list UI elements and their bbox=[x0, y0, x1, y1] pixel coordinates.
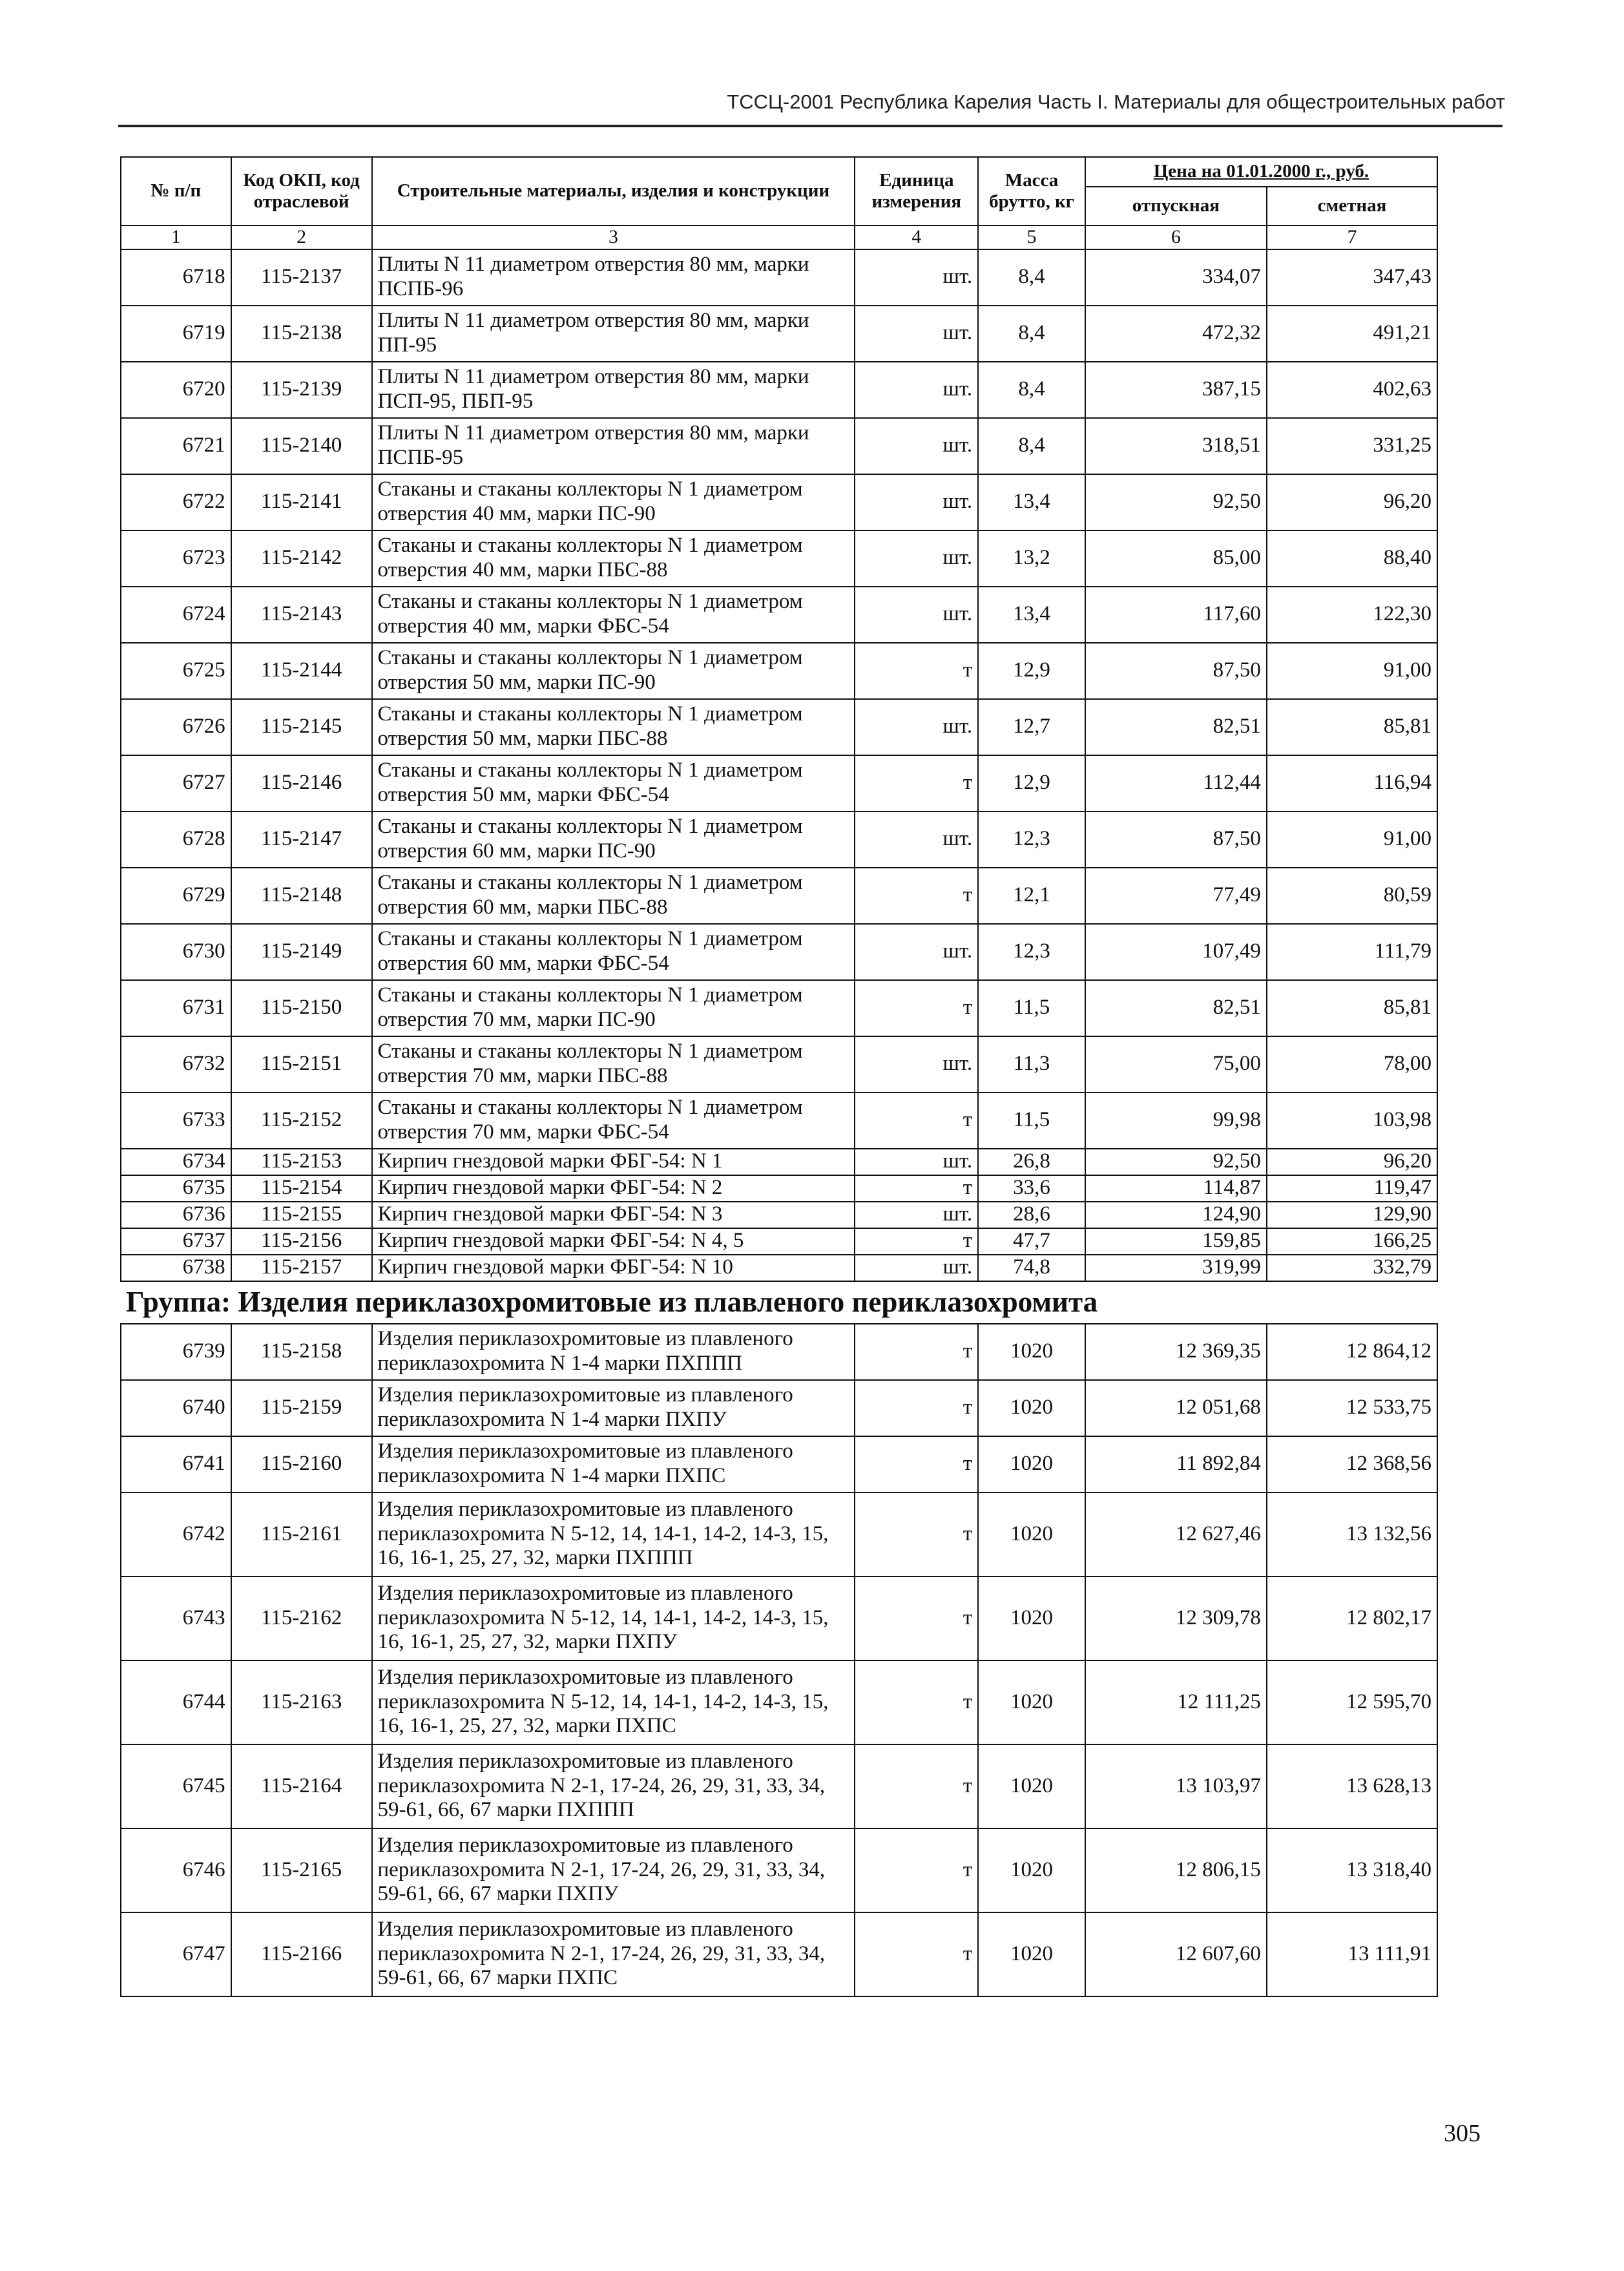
row-mass: 12,3 bbox=[978, 924, 1085, 980]
row-mass: 8,4 bbox=[978, 418, 1085, 474]
row-mass: 13,2 bbox=[978, 530, 1085, 587]
row-unit: шт. bbox=[855, 811, 978, 868]
row-index: 6744 bbox=[121, 1660, 231, 1744]
page-number: 305 bbox=[1444, 2120, 1481, 2147]
row-index: 6740 bbox=[121, 1380, 231, 1436]
row-mass: 11,5 bbox=[978, 980, 1085, 1036]
col-header-unit: Единица измерения bbox=[855, 157, 978, 225]
page-header: ТССЦ-2001 Республика Карелия Часть I. Материалы для общестроительных работ bbox=[727, 90, 1505, 113]
row-name: Стаканы и стаканы коллекторы N 1 диаметром отверстия 70 мм, марки ПС-90 bbox=[372, 980, 855, 1036]
table-row bbox=[121, 755, 1437, 811]
row-mass: 1020 bbox=[978, 1492, 1085, 1576]
row-price-release: 334,07 bbox=[1085, 249, 1267, 306]
row-unit: шт. bbox=[855, 530, 978, 587]
row-price-estimate: 12 864,12 bbox=[1267, 1324, 1437, 1380]
row-unit: т bbox=[855, 1492, 978, 1576]
row-index: 6722 bbox=[121, 474, 231, 530]
table-body-first bbox=[121, 249, 1437, 1281]
row-unit: шт. bbox=[855, 362, 978, 418]
row-price-estimate: 13 318,40 bbox=[1267, 1828, 1437, 1912]
row-price-release: 92,50 bbox=[1085, 1149, 1267, 1175]
table-row bbox=[121, 1202, 1437, 1228]
row-price-estimate: 491,21 bbox=[1267, 306, 1437, 362]
row-code: 115-2163 bbox=[231, 1660, 372, 1744]
row-unit: т bbox=[855, 1576, 978, 1660]
row-code: 115-2145 bbox=[231, 699, 372, 755]
row-mass: 12,9 bbox=[978, 755, 1085, 811]
row-mass: 8,4 bbox=[978, 249, 1085, 306]
table-row bbox=[121, 306, 1437, 362]
row-price-release: 82,51 bbox=[1085, 699, 1267, 755]
row-mass: 1020 bbox=[978, 1744, 1085, 1828]
row-mass: 13,4 bbox=[978, 474, 1085, 530]
table-row bbox=[121, 1093, 1437, 1149]
row-unit: шт. bbox=[855, 418, 978, 474]
table-row bbox=[121, 1036, 1437, 1093]
row-price-estimate: 129,90 bbox=[1267, 1202, 1437, 1228]
row-price-estimate: 402,63 bbox=[1267, 362, 1437, 418]
row-index: 6739 bbox=[121, 1324, 231, 1380]
row-mass: 11,3 bbox=[978, 1036, 1085, 1093]
row-mass: 12,1 bbox=[978, 868, 1085, 924]
price-table bbox=[120, 156, 1438, 1997]
table-row bbox=[121, 699, 1437, 755]
row-code: 115-2161 bbox=[231, 1492, 372, 1576]
row-price-estimate: 13 132,56 bbox=[1267, 1492, 1437, 1576]
row-name: Стаканы и стаканы коллекторы N 1 диаметром отверстия 50 мм, марки ПБС-88 bbox=[372, 699, 855, 755]
row-code: 115-2141 bbox=[231, 474, 372, 530]
row-code: 115-2153 bbox=[231, 1149, 372, 1175]
row-price-release: 77,49 bbox=[1085, 868, 1267, 924]
row-mass: 1020 bbox=[978, 1436, 1085, 1492]
row-name: Изделия периклазохромитовые из плавленого периклазохромита N 1-4 марки ПХПУ bbox=[372, 1380, 855, 1436]
row-code: 115-2137 bbox=[231, 249, 372, 306]
row-price-estimate: 12 368,56 bbox=[1267, 1436, 1437, 1492]
row-name: Изделия периклазохромитовые из плавленого периклазохромита N 2-1, 17-24, 26, 29, 31, 33, 34, 59-61, 66, 67 марки ПХПС bbox=[372, 1912, 855, 1996]
row-index: 6719 bbox=[121, 306, 231, 362]
row-unit: т bbox=[855, 1093, 978, 1149]
row-name: Изделия периклазохромитовые из плавленого периклазохромита N 2-1, 17-24, 26, 29, 31, 33, 34, 59-61, 66, 67 марки ПХПУ bbox=[372, 1828, 855, 1912]
row-name: Стаканы и стаканы коллекторы N 1 диаметром отверстия 40 мм, марки ПС-90 bbox=[372, 474, 855, 530]
row-index: 6732 bbox=[121, 1036, 231, 1093]
row-price-estimate: 91,00 bbox=[1267, 811, 1437, 868]
column-number-row bbox=[121, 225, 1437, 249]
row-unit: т bbox=[855, 1380, 978, 1436]
row-index: 6718 bbox=[121, 249, 231, 306]
row-mass: 33,6 bbox=[978, 1175, 1085, 1202]
col-header-name: Строительные материалы, изделия и конструкции bbox=[372, 157, 855, 225]
row-name: Изделия периклазохромитовые из плавленого периклазохромита N 1-4 марки ПХПС bbox=[372, 1436, 855, 1492]
row-price-estimate: 347,43 bbox=[1267, 249, 1437, 306]
row-code: 115-2139 bbox=[231, 362, 372, 418]
col-header-index: № п/п bbox=[121, 157, 231, 225]
row-price-release: 12 111,25 bbox=[1085, 1660, 1267, 1744]
table-row bbox=[121, 1175, 1437, 1202]
row-index: 6728 bbox=[121, 811, 231, 868]
row-name: Стаканы и стаканы коллекторы N 1 диаметром отверстия 60 мм, марки ПБС-88 bbox=[372, 868, 855, 924]
row-mass: 1020 bbox=[978, 1912, 1085, 1996]
row-price-release: 12 607,60 bbox=[1085, 1912, 1267, 1996]
row-index: 6727 bbox=[121, 755, 231, 811]
row-mass: 1020 bbox=[978, 1660, 1085, 1744]
row-name: Кирпич гнездовой марки ФБГ-54: N 10 bbox=[372, 1255, 855, 1281]
row-code: 115-2152 bbox=[231, 1093, 372, 1149]
row-unit: т bbox=[855, 1660, 978, 1744]
row-price-estimate: 96,20 bbox=[1267, 1149, 1437, 1175]
row-code: 115-2160 bbox=[231, 1436, 372, 1492]
table-row bbox=[121, 474, 1437, 530]
row-unit: т bbox=[855, 1324, 978, 1380]
col-header-price-group: Цена на 01.01.2000 г., руб. bbox=[1085, 157, 1437, 187]
row-price-release: 12 309,78 bbox=[1085, 1576, 1267, 1660]
table-row bbox=[121, 980, 1437, 1036]
row-price-estimate: 85,81 bbox=[1267, 699, 1437, 755]
row-mass: 74,8 bbox=[978, 1255, 1085, 1281]
row-unit: т bbox=[855, 755, 978, 811]
row-name: Стаканы и стаканы коллекторы N 1 диаметром отверстия 40 мм, марки ПБС-88 bbox=[372, 530, 855, 587]
row-index: 6724 bbox=[121, 587, 231, 643]
row-code: 115-2159 bbox=[231, 1380, 372, 1436]
row-index: 6733 bbox=[121, 1093, 231, 1149]
table-row bbox=[121, 530, 1437, 587]
row-code: 115-2166 bbox=[231, 1912, 372, 1996]
row-unit: т bbox=[855, 1175, 978, 1202]
row-mass: 12,7 bbox=[978, 699, 1085, 755]
group-row bbox=[121, 1281, 1437, 1324]
row-unit: шт. bbox=[855, 1149, 978, 1175]
table-row bbox=[121, 868, 1437, 924]
table-row bbox=[121, 362, 1437, 418]
row-code: 115-2148 bbox=[231, 868, 372, 924]
row-index: 6746 bbox=[121, 1828, 231, 1912]
row-price-estimate: 166,25 bbox=[1267, 1228, 1437, 1255]
row-unit: шт. bbox=[855, 924, 978, 980]
row-mass: 13,4 bbox=[978, 587, 1085, 643]
table-body-second bbox=[121, 1324, 1437, 1996]
col-number: 4 bbox=[855, 225, 978, 249]
row-name: Стаканы и стаканы коллекторы N 1 диаметром отверстия 60 мм, марки ФБС-54 bbox=[372, 924, 855, 980]
row-price-release: 75,00 bbox=[1085, 1036, 1267, 1093]
row-code: 115-2157 bbox=[231, 1255, 372, 1281]
row-index: 6747 bbox=[121, 1912, 231, 1996]
table-row bbox=[121, 1380, 1437, 1436]
row-mass: 1020 bbox=[978, 1324, 1085, 1380]
row-unit: шт. bbox=[855, 1255, 978, 1281]
row-unit: т bbox=[855, 1828, 978, 1912]
table-row bbox=[121, 1828, 1437, 1912]
row-mass: 1020 bbox=[978, 1576, 1085, 1660]
row-index: 6741 bbox=[121, 1436, 231, 1492]
row-index: 6737 bbox=[121, 1228, 231, 1255]
row-price-estimate: 111,79 bbox=[1267, 924, 1437, 980]
row-price-release: 12 806,15 bbox=[1085, 1828, 1267, 1912]
row-price-release: 12 627,46 bbox=[1085, 1492, 1267, 1576]
row-mass: 28,6 bbox=[978, 1202, 1085, 1228]
row-code: 115-2158 bbox=[231, 1324, 372, 1380]
row-code: 115-2150 bbox=[231, 980, 372, 1036]
table-row bbox=[121, 1436, 1437, 1492]
table-row bbox=[121, 587, 1437, 643]
row-name: Кирпич гнездовой марки ФБГ-54: N 2 bbox=[372, 1175, 855, 1202]
row-index: 6730 bbox=[121, 924, 231, 980]
row-mass: 8,4 bbox=[978, 306, 1085, 362]
row-price-estimate: 12 533,75 bbox=[1267, 1380, 1437, 1436]
row-unit: т bbox=[855, 1436, 978, 1492]
row-index: 6745 bbox=[121, 1744, 231, 1828]
row-unit: шт. bbox=[855, 1202, 978, 1228]
row-index: 6726 bbox=[121, 699, 231, 755]
col-header-price-release: отпускная bbox=[1085, 187, 1267, 225]
col-number: 6 bbox=[1085, 225, 1267, 249]
row-unit: т bbox=[855, 868, 978, 924]
row-index: 6731 bbox=[121, 980, 231, 1036]
row-mass: 11,5 bbox=[978, 1093, 1085, 1149]
row-price-release: 87,50 bbox=[1085, 811, 1267, 868]
row-name: Плиты N 11 диаметром отверстия 80 мм, марки ПП-95 bbox=[372, 306, 855, 362]
row-code: 115-2142 bbox=[231, 530, 372, 587]
row-code: 115-2149 bbox=[231, 924, 372, 980]
row-code: 115-2143 bbox=[231, 587, 372, 643]
row-price-estimate: 80,59 bbox=[1267, 868, 1437, 924]
group-section bbox=[121, 1281, 1437, 1324]
header-row bbox=[121, 157, 1437, 187]
row-code: 115-2146 bbox=[231, 755, 372, 811]
row-index: 6743 bbox=[121, 1576, 231, 1660]
row-price-estimate: 331,25 bbox=[1267, 418, 1437, 474]
row-price-estimate: 116,94 bbox=[1267, 755, 1437, 811]
row-price-release: 117,60 bbox=[1085, 587, 1267, 643]
row-mass: 1020 bbox=[978, 1828, 1085, 1912]
row-unit: шт. bbox=[855, 249, 978, 306]
table-row bbox=[121, 1492, 1437, 1576]
row-price-release: 11 892,84 bbox=[1085, 1436, 1267, 1492]
row-unit: шт. bbox=[855, 306, 978, 362]
row-name: Плиты N 11 диаметром отверстия 80 мм, марки ПСПБ-95 bbox=[372, 418, 855, 474]
col-number: 1 bbox=[121, 225, 231, 249]
table-row bbox=[121, 1149, 1437, 1175]
col-header-code: Код ОКП, код отраслевой bbox=[231, 157, 372, 225]
header-rule bbox=[118, 125, 1503, 127]
row-price-release: 82,51 bbox=[1085, 980, 1267, 1036]
row-price-estimate: 88,40 bbox=[1267, 530, 1437, 587]
table-row bbox=[121, 418, 1437, 474]
row-index: 6720 bbox=[121, 362, 231, 418]
table-row bbox=[121, 1324, 1437, 1380]
row-price-release: 114,87 bbox=[1085, 1175, 1267, 1202]
row-code: 115-2147 bbox=[231, 811, 372, 868]
row-code: 115-2156 bbox=[231, 1228, 372, 1255]
row-name: Кирпич гнездовой марки ФБГ-54: N 4, 5 bbox=[372, 1228, 855, 1255]
row-code: 115-2165 bbox=[231, 1828, 372, 1912]
row-price-estimate: 13 111,91 bbox=[1267, 1912, 1437, 1996]
row-code: 115-2140 bbox=[231, 418, 372, 474]
row-name: Стаканы и стаканы коллекторы N 1 диаметром отверстия 50 мм, марки ФБС-54 bbox=[372, 755, 855, 811]
row-price-release: 99,98 bbox=[1085, 1093, 1267, 1149]
row-price-release: 107,49 bbox=[1085, 924, 1267, 980]
row-price-release: 387,15 bbox=[1085, 362, 1267, 418]
table-row bbox=[121, 1576, 1437, 1660]
table-row bbox=[121, 643, 1437, 699]
row-index: 6721 bbox=[121, 418, 231, 474]
row-name: Плиты N 11 диаметром отверстия 80 мм, марки ПСП-95, ПБП-95 bbox=[372, 362, 855, 418]
row-price-estimate: 85,81 bbox=[1267, 980, 1437, 1036]
row-price-estimate: 91,00 bbox=[1267, 643, 1437, 699]
row-price-estimate: 13 628,13 bbox=[1267, 1744, 1437, 1828]
row-price-release: 13 103,97 bbox=[1085, 1744, 1267, 1828]
row-index: 6736 bbox=[121, 1202, 231, 1228]
col-number: 5 bbox=[978, 225, 1085, 249]
table-row bbox=[121, 1228, 1437, 1255]
row-price-estimate: 122,30 bbox=[1267, 587, 1437, 643]
row-price-release: 92,50 bbox=[1085, 474, 1267, 530]
table-row bbox=[121, 1255, 1437, 1281]
row-name: Стаканы и стаканы коллекторы N 1 диаметром отверстия 40 мм, марки ФБС-54 bbox=[372, 587, 855, 643]
row-index: 6729 bbox=[121, 868, 231, 924]
row-unit: шт. bbox=[855, 474, 978, 530]
row-name: Изделия периклазохромитовые из плавленого периклазохромита N 5-12, 14, 14-1, 14-2, 14-3, 15, 16, 16-1, 25, 27, 32, марки ПХПУ bbox=[372, 1576, 855, 1660]
col-header-mass: Масса брутто, кг bbox=[978, 157, 1085, 225]
row-price-estimate: 103,98 bbox=[1267, 1093, 1437, 1149]
row-index: 6738 bbox=[121, 1255, 231, 1281]
row-unit: т bbox=[855, 1228, 978, 1255]
row-name: Стаканы и стаканы коллекторы N 1 диаметром отверстия 50 мм, марки ПС-90 bbox=[372, 643, 855, 699]
row-price-estimate: 12 595,70 bbox=[1267, 1660, 1437, 1744]
row-name: Кирпич гнездовой марки ФБГ-54: N 3 bbox=[372, 1202, 855, 1228]
row-price-estimate: 12 802,17 bbox=[1267, 1576, 1437, 1660]
row-name: Стаканы и стаканы коллекторы N 1 диаметром отверстия 70 мм, марки ФБС-54 bbox=[372, 1093, 855, 1149]
table-row bbox=[121, 1660, 1437, 1744]
row-index: 6725 bbox=[121, 643, 231, 699]
row-mass: 1020 bbox=[978, 1380, 1085, 1436]
row-code: 115-2155 bbox=[231, 1202, 372, 1228]
row-price-release: 12 369,35 bbox=[1085, 1324, 1267, 1380]
row-price-release: 12 051,68 bbox=[1085, 1380, 1267, 1436]
row-unit: т bbox=[855, 1912, 978, 1996]
row-code: 115-2151 bbox=[231, 1036, 372, 1093]
row-name: Кирпич гнездовой марки ФБГ-54: N 1 bbox=[372, 1149, 855, 1175]
row-name: Изделия периклазохромитовые из плавленого периклазохромита N 5-12, 14, 14-1, 14-2, 14-3, 15, 16, 16-1, 25, 27, 32, марки ПХПС bbox=[372, 1660, 855, 1744]
row-price-release: 472,32 bbox=[1085, 306, 1267, 362]
row-price-estimate: 332,79 bbox=[1267, 1255, 1437, 1281]
row-price-release: 318,51 bbox=[1085, 418, 1267, 474]
row-price-release: 85,00 bbox=[1085, 530, 1267, 587]
row-unit: т bbox=[855, 980, 978, 1036]
row-index: 6735 bbox=[121, 1175, 231, 1202]
table-row bbox=[121, 249, 1437, 306]
row-price-release: 124,90 bbox=[1085, 1202, 1267, 1228]
row-name: Стаканы и стаканы коллекторы N 1 диаметром отверстия 60 мм, марки ПС-90 bbox=[372, 811, 855, 868]
row-unit: шт. bbox=[855, 699, 978, 755]
row-name: Стаканы и стаканы коллекторы N 1 диаметром отверстия 70 мм, марки ПБС-88 bbox=[372, 1036, 855, 1093]
row-unit: т bbox=[855, 1744, 978, 1828]
row-code: 115-2162 bbox=[231, 1576, 372, 1660]
row-name: Плиты N 11 диаметром отверстия 80 мм, марки ПСПБ-96 bbox=[372, 249, 855, 306]
row-price-release: 319,99 bbox=[1085, 1255, 1267, 1281]
row-price-estimate: 78,00 bbox=[1267, 1036, 1437, 1093]
row-mass: 47,7 bbox=[978, 1228, 1085, 1255]
col-number: 2 bbox=[231, 225, 372, 249]
row-name: Изделия периклазохромитовые из плавленого периклазохромита N 5-12, 14, 14-1, 14-2, 14-3, 15, 16, 16-1, 25, 27, 32, марки ПХППП bbox=[372, 1492, 855, 1576]
row-name: Изделия периклазохромитовые из плавленого периклазохромита N 2-1, 17-24, 26, 29, 31, 33, 34, 59-61, 66, 67 марки ПХППП bbox=[372, 1744, 855, 1828]
table-row bbox=[121, 1912, 1437, 1996]
col-header-price-estimate: сметная bbox=[1267, 187, 1437, 225]
group-title: Группа: Изделия периклазохромитовые из плавленого периклазохромита bbox=[121, 1281, 1437, 1324]
table-row bbox=[121, 1744, 1437, 1828]
table-row bbox=[121, 924, 1437, 980]
row-unit: шт. bbox=[855, 587, 978, 643]
table-row bbox=[121, 811, 1437, 868]
row-mass: 8,4 bbox=[978, 362, 1085, 418]
row-price-release: 159,85 bbox=[1085, 1228, 1267, 1255]
row-code: 115-2154 bbox=[231, 1175, 372, 1202]
row-price-estimate: 119,47 bbox=[1267, 1175, 1437, 1202]
row-price-release: 87,50 bbox=[1085, 643, 1267, 699]
row-price-estimate: 96,20 bbox=[1267, 474, 1437, 530]
row-mass: 12,9 bbox=[978, 643, 1085, 699]
row-name: Изделия периклазохромитовые из плавленого периклазохромита N 1-4 марки ПХППП bbox=[372, 1324, 855, 1380]
row-index: 6723 bbox=[121, 530, 231, 587]
col-number: 3 bbox=[372, 225, 855, 249]
row-price-release: 112,44 bbox=[1085, 755, 1267, 811]
row-code: 115-2144 bbox=[231, 643, 372, 699]
row-code: 115-2138 bbox=[231, 306, 372, 362]
col-number: 7 bbox=[1267, 225, 1437, 249]
row-code: 115-2164 bbox=[231, 1744, 372, 1828]
row-index: 6734 bbox=[121, 1149, 231, 1175]
row-index: 6742 bbox=[121, 1492, 231, 1576]
row-mass: 26,8 bbox=[978, 1149, 1085, 1175]
row-unit: т bbox=[855, 643, 978, 699]
row-unit: шт. bbox=[855, 1036, 978, 1093]
row-mass: 12,3 bbox=[978, 811, 1085, 868]
